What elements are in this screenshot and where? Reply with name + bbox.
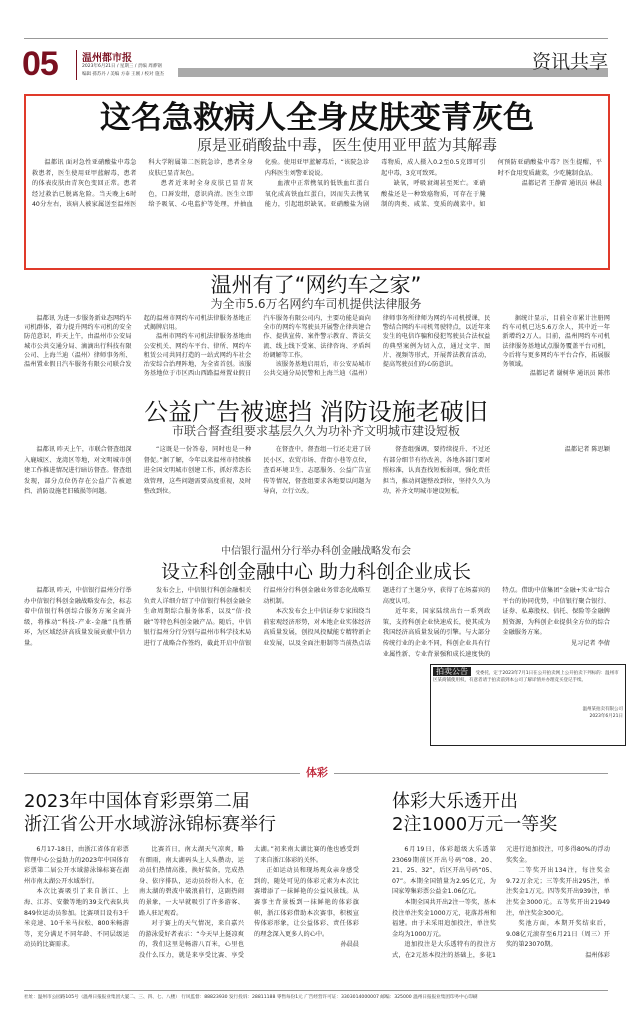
subheadline: 原是亚硝酸盐中毒，医生使用亚甲蓝为其解毒 [196, 136, 497, 154]
headline-lottery [392, 790, 557, 836]
notice-date: 2023年6月21日 [589, 714, 623, 719]
paragraph: 温都讯 为进一步服务新业态网约车司机群体，着力提升网约车司机的安全防范意识，昨天上午，由温州市公安局城市公共交通分局、滴滴出行科技有限公司、上海兰迪（温州）律师事务所、温州置业假日汽车服务有限公司联合发起的温州市网约车司机法律服务基地正式揭牌启用。 [24, 315, 252, 369]
paragraph: 比赛首日，南太湖天气凉爽，略有细雨，南太湖码头上人头攒动，运动员们热情高涨，换好装备，完成热身、依序排队，运动员纷纷入水，在南太湖的碧波中破浪前行，这副热闹的景象，一大早就吸引了许多游客、路人驻足观看。 [139, 846, 244, 917]
paragraph: 该服务基地启用后，市公安局城市公共交通分局民警和上海兰迪（温州）律师事务所律师为网约车司机授课，民警结合网约车司机驾驶特点，以近年来发生的电信诈骗和侵犯驾驶员合法权益的典型案例为切入点，通过文字、图片、视频等形式，开展普法教育活动，提高驾驶员们的心防意识。 [263, 315, 491, 378]
paragraph: 在督查中，督查组一行还走进了居民小区、农贸市场、背街小巷等点位，查看环境卫生、志愿服务、公益广告宣传等情况，督查组要求各地要以问题为导向，立行立改。 [263, 446, 371, 496]
headline-line: 浙江省公开水域游泳锦标赛举行 [24, 814, 276, 835]
paragraph: 督查组强调，要持续提升、不过还有部分细节有待改善，各地各部门要对照标准，认真查找短板弱项，强化责任担当，推动问题整改到位，坚持久久为功，补齐文明城市建设短板。 [382, 446, 491, 496]
headline-inspection: 公益广告被遮挡 消防设施老破旧 [144, 398, 488, 426]
byline: 温都记者 陈思颖 [564, 446, 610, 453]
headline-citic: 设立科创金融中心 助力科创企业成长 [160, 561, 472, 583]
paragraph: 6月17-18日，由浙江省体育彩票管理中心公益助力的2023年中国体育彩票第二届公开水域游泳锦标赛在湖州市南太湖公开水域举行。 [24, 846, 129, 885]
notice-title: 拍卖公告 [433, 667, 471, 676]
article-body-lottery [392, 845, 610, 987]
paragraph: 温都讯 昨天上午，市联合督查组深入鹿城区、龙湾区等地，对文明城市创建工作推进情况进行暗访督查。督查组发现，部分点位仍存在公益广告被遮挡、消防设施老旧破损等问题。 [24, 446, 132, 496]
notice-text: 受委托，定于2023年7月1日在公开拍卖网上公开拍卖下列标的：温州市区某商铺使用权，有意者请于拍卖前到本公司了解详情并办理竞买登记手续。 [433, 671, 619, 683]
paragraph: 发布会上，中信银行科创金融相关负责人详细介绍了中信银行科创金融全生命周期综合服务体系，以及“信·投融”等特色科创金融产品。随后，中信银行温州分行分别与温州市科学技术局进行了战略合作签约，截此开启中信银行温州分行科创金融业务常态化战略互动机制。 [143, 587, 371, 647]
editors: 编辑 孫苏丹 / 美编 方泰 王刚 / 校对 施杰 [82, 72, 164, 77]
paragraph: 正如运动员和现场观众亲身感受到的，随处可见的体彩元素为本次比赛增添了一抹鲜艳的公益风景线。从赛事主背景板到一抹鲜艳的体彩旗帜，浙江体彩借助本次赛事，积极宣传体彩形象，让公益体彩、责任体彩的理念深入更多人的心中。 [254, 867, 359, 938]
header-divider [76, 50, 77, 80]
headline-line: 2注1000万元一等奖 [392, 814, 558, 835]
byline: 温州体彩 [585, 951, 610, 959]
page-number: 05 [22, 45, 58, 83]
paragraph: 近年来，国家陆续出台一系列政策，支持科创企业快速成长，使其成为我国经济高质量发展的引擎。与大部分传统行业的企业不同，科创企业具有行业属性新、专业背景强和成长速度快的特点。借助中信集团“金融+实业”综合平台的协同优势，中信银行聚合银行、证券、私募股权、信托、保险等金融牌照资源，为科创企业提供全方位的综合金融服务方案。 [382, 587, 610, 658]
paragraph: 本期全国共开出2注一等奖，基本投注单注奖金1000万元，花落苏州和福建。由于未采用追加投注，单注奖金均为1000万元。 [392, 898, 496, 938]
footer-rule [24, 990, 608, 991]
paragraph: 温州市网约车司机法律服务基地由公安机关、网约车平台、律所、网约车租赁公司共同打造的一站式网约车社会治安综合治理阵地，为全省首创。该服务基地位于市区西山西路温州置业假日汽车服务有限公司内，主要功能是面向全市的网约车驾驶员开展警企律共建合作、提供宣传、案件警示教育、普法交流、线上线下受案、法律咨询、矛盾纠纷调解等工作。 [143, 315, 371, 378]
byline: 温都记者 王静雷 通讯员 林晨 [521, 180, 602, 188]
headline: 这名急救病人全身皮肤变青灰色 [100, 100, 534, 136]
article-nitrite-poisoning [24, 94, 610, 270]
article-body-inspection [24, 445, 610, 535]
article-body-ride-hailing [24, 314, 610, 394]
paragraph: 奖池方面，本期开奖结束后，9.08亿元滚存至6月21日（周三）开奖的第23070期。 [506, 920, 610, 949]
headline-line: 体彩大乐透开出 [392, 791, 518, 812]
headline-swimming [24, 790, 276, 836]
byline: 温都记者 谢树华 通讯员 陈伟 [529, 370, 610, 378]
byline: 见习记者 李倩 [570, 639, 610, 647]
article-body [32, 158, 602, 268]
lottery-section-label: 体彩 [300, 764, 334, 780]
paragraph: 据统计显示，目前全市累计注册网约车司机已达5.6万余人，其中近一年新增约2万人。目前，温州网约车司机法律服务基地试点服务覆盖平台司机，今后将与更多网约车平台合作，拓展服务领域。 [502, 315, 610, 369]
paragraph: 温都讯 面对急性亚硝酸盐中毒急救患者，医生使用亚甲蓝解毒，患者的体表皮肤由青灰色变回正常。患者经过救治已脱离危险。当天晚上6时40分左右，该病人被家属送至温州医科大学附属第二医院急诊，患者全身皮肤已显青灰色。 [32, 159, 253, 209]
paragraph: “这既是一份答卷，同时也是一种督促。”据了解，今年以来温州市持续推进全国文明城市创建工作，抓好常态长效管理，这些问题需要高度重视，及时整改到位。 [143, 446, 252, 496]
byline: 孙晨晨 [340, 941, 359, 949]
paragraph: 缺氧，呼吸衰竭甚至死亡。亚硝酸盐还是一种致癌物质，可存在于腌制的肉类、咸菜、变质的蔬菜中。如何预防亚硝酸盐中毒？医生提醒，平时不食用变质蔬菜，少吃腌制食品。 [381, 159, 602, 209]
subheadline-ride-hailing: 为全市5.6万名网约车司机提供法律服务 [210, 297, 422, 311]
kicker-citic: 中信银行温州分行举办科创金融战略发布会 [221, 546, 411, 557]
paragraph: 本次比赛吸引了来自浙江、上海、江苏、安徽等地的39支代表队共849位运动员参加。比赛项目设有3千米竞速、10千米马拉松、800米畅游等，充分满足不同年龄、不同层级运动员的比赛需求。 [24, 888, 129, 949]
headline-line: 2023年中国体育彩票第二届 [24, 791, 250, 812]
paragraph: 患者近来时全身皮肤已显青灰色，口唇发绀，意识尚清。医生立即给予吸氧、心电监护等处理，并抽血化验。使用亚甲蓝解毒后，“该院急诊内科医生刘警亚说说。 [148, 159, 370, 209]
paragraph: 对于赛上的天气情况，来自嘉兴的游泳爱好者表示：“今天早上挺凉爽的，我们这里是畅游八百米，心里也没什么压力，就是来享受比赛、享受太湖。”初来南太湖比赛的他也感受到了来自浙江体彩的关怀。 [139, 846, 359, 959]
footer-imprint: 社址：温州市公园路105号（温州日报报业集团大厦二、三、四、七、八楼） 行风监督：88823930 发行投诉：28811188 零售每份1元 广告经营许可证：3303014000007 邮编：325000 温州日报报业集团印务中心印刷 [24, 995, 478, 1000]
top-rule [24, 38, 608, 39]
paragraph: 6月19日，体彩超级大乐透第23069期前区开出号码“08、20、21、25、32”，后区开出号码“05、07”。本期全国销量为2.95亿元，为国家筹集彩票公益金1.06亿元。 [392, 846, 496, 896]
headline-ride-hailing: 温州有了“网约车之家” [210, 273, 422, 297]
auction-notice [430, 664, 626, 746]
paragraph: 血液中正常携氧的低铁血红蛋白氧化成高铁血红蛋白，因而失去携氧能力，引起组织缺氧。亚硝酸盐为剧毒物质，成人摄入0.2至0.5克即可引起中毒，3克可致死。 [264, 159, 486, 209]
paragraph: 追加投注是大乐透特有的投注方式，在2元基本投注的基础上，多花1元进行追加投注，可多得80%的浮动奖奖金。 [392, 846, 610, 959]
subheadline-inspection: 市联合督查组要求基层久久为功补齐文明城市建设短板 [171, 424, 460, 438]
paragraph: 二等奖开出134注，每注奖金9.72万余元；三等奖开出295注，单注奖金1万元。四等奖开出939注，单注奖金3000元。五等奖开出21949注，单注奖金300元。 [506, 867, 610, 917]
paragraph: 温都讯 昨天，中信银行温州分行举办中信银行科创金融战略发布会，标志着中信银行科创综合服务方案全面升级，将推动“科技-产业-金融”良性循环，为区域经济高质量发展贡献中信力量。 [24, 587, 132, 647]
notice-company: 温州某拍卖有限公司 [582, 707, 623, 712]
issue-date: 2023年6月21日 / 星期三 / 责编 周骅钢 [82, 64, 162, 69]
paragraph: 本次发布会上中信证券专家围绕当前宏观经济形势，对本地企业实体经济高质量发展，创投风投赋能专精特新企业发展，以及全面注册制等当前热点话题进行了主题分享，获得了在场嘉宾的高度认可。 [263, 587, 491, 647]
article-body-swimming [24, 845, 359, 987]
section-title: 资讯共享 [531, 51, 608, 73]
paper-name: 温州都市报 [82, 53, 132, 64]
